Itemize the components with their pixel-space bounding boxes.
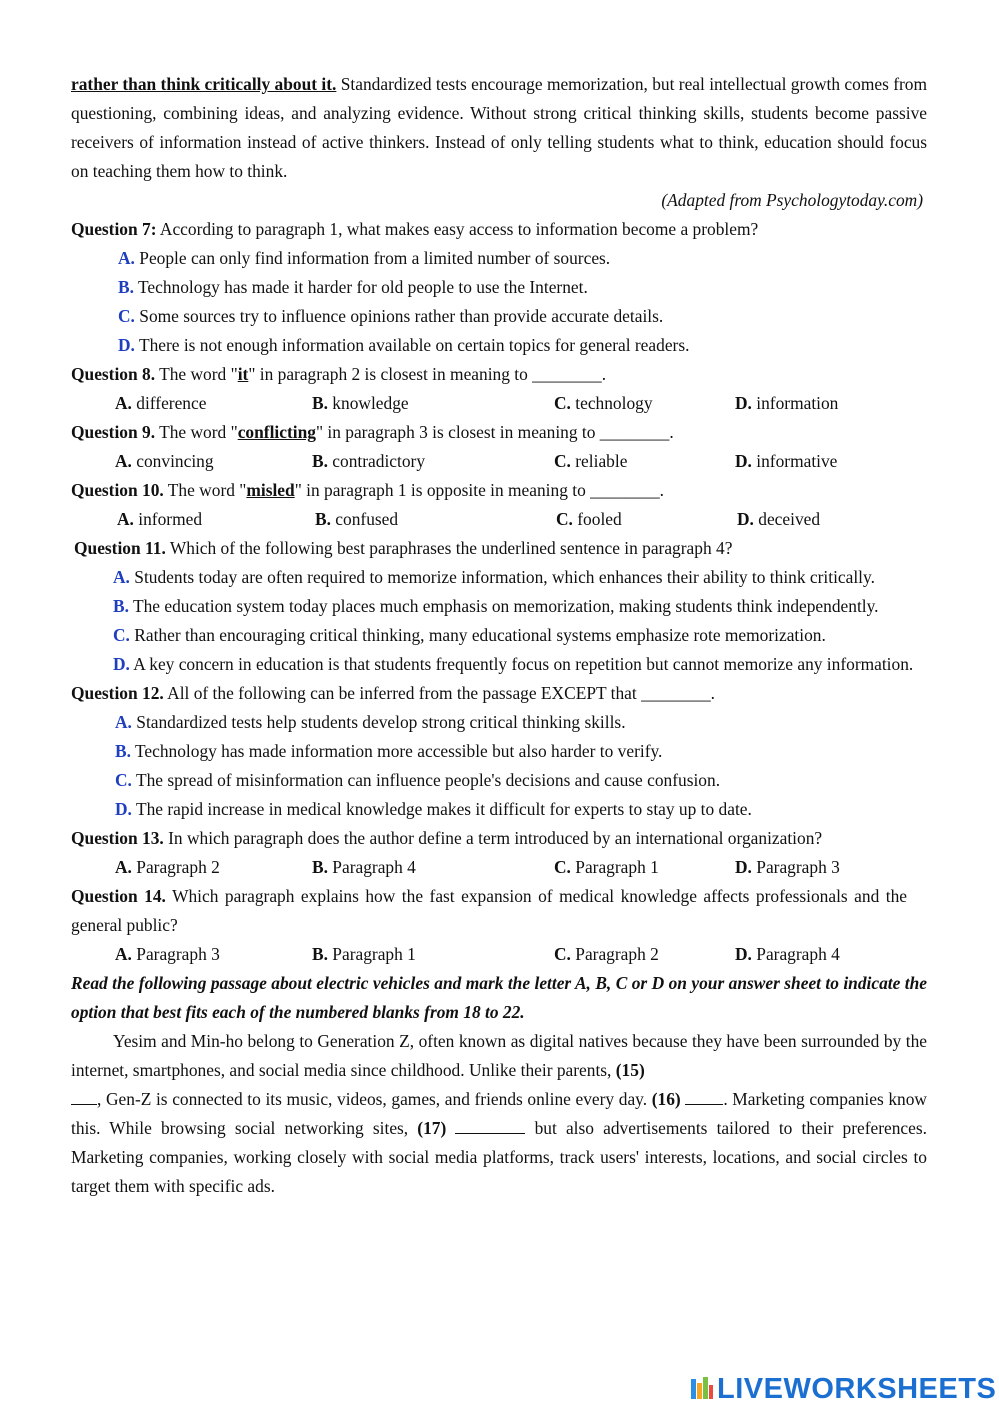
underlined-sentence: rather than think critically about it.	[71, 74, 337, 94]
q11-option-a[interactable]: A. Students today are often required to memorize information, which enhances their ability to think critically.	[113, 567, 875, 587]
q11-option-c[interactable]: C. Rather than encouraging critical thinking, many educational systems emphasize rote memorization.	[113, 625, 826, 645]
q10-option-b[interactable]: B. confused	[315, 509, 399, 529]
q14-option-c[interactable]: C. Paragraph 2	[554, 944, 659, 964]
question-label: Question 7:	[71, 219, 157, 239]
q14-option-a[interactable]: A. Paragraph 3	[115, 944, 220, 964]
q10-option-d[interactable]: D. deceived	[737, 509, 821, 529]
worksheet-page	[71, 70, 927, 1201]
liveworksheets-logo-text: LIVEWORKSHEETS	[717, 1372, 997, 1405]
question-9: Question 9. The word "conflicting" in paragraph 3 is closest in meaning to ________.	[71, 422, 674, 442]
q10-option-a[interactable]: A. informed	[117, 509, 203, 529]
question-text: According to paragraph 1, what makes easy access to information become a problem?	[156, 219, 759, 239]
q14-option-b[interactable]: B. Paragraph 1	[312, 944, 416, 964]
q9-option-a[interactable]: A. convincing	[115, 451, 214, 471]
q12-option-d[interactable]: D. The rapid increase in medical knowledge makes it difficult for experts to stay up to date.	[115, 799, 752, 819]
question-13: Question 13. In which paragraph does the author define a term introduced by an international organization?	[71, 828, 823, 848]
q7-option-c[interactable]: C. Some sources try to influence opinions rather than provide accurate details.	[118, 306, 664, 326]
question-12: Question 12. All of the following can be inferred from the passage EXCEPT that ________.	[71, 683, 715, 703]
q11-option-d[interactable]: D. A key concern in education is that students frequently focus on repetition but cannot memorize any information.	[113, 654, 914, 674]
highlighted-word: misled	[246, 480, 295, 500]
highlighted-word: it	[237, 364, 249, 384]
q13-options	[71, 853, 927, 882]
section-instruction: Read the following passage about electric vehicles and mark the letter A, B, C or D on your answer sheet to indicate the option that best fits each of the numbered blanks from 18 to 22.	[71, 973, 927, 1022]
question-10: Question 10. The word "misled" in paragraph 1 is opposite in meaning to ________.	[71, 480, 665, 500]
question-7	[71, 215, 927, 244]
blank-17[interactable]	[455, 1133, 525, 1134]
q8-options	[71, 389, 927, 418]
q8-option-b[interactable]: B. knowledge	[312, 393, 409, 413]
q9-options	[71, 447, 927, 476]
blank-15-number: (15)	[615, 1060, 645, 1080]
blank-17-number: (17)	[417, 1118, 447, 1138]
blank-16-number: (16)	[651, 1089, 681, 1109]
passage-2: Yesim and Min-ho belong to Generation Z, often known as digital natives because they have been surrounded by the internet, smartphones, and social media since childhood. Unlike their parents, (15) , Gen-Z is connected to its music, videos, games, and friends online every day. (16) . Marketing companies know this. While browsing social networking sites, (17) but also advertisements tailored to their preferences. Marketing companies, working closely with social media platforms, track users' interests, locations, and social circles to target them with specific ads.	[71, 1031, 927, 1196]
q9-option-c[interactable]: C. reliable	[554, 451, 628, 471]
q8-option-d[interactable]: D. information	[735, 393, 839, 413]
q12-option-b[interactable]: B. Technology has made information more accessible but also harder to verify.	[115, 741, 663, 761]
passage-ending-text: Standardized tests encourage memorization, but real intellectual growth comes from questioning, combining ideas, and analyzing evidence. Without strong critical thinking skills, students become passive receivers of information instead of active thinkers. Instead of only telling students what to think, education should focus on teaching them how to think.	[71, 74, 928, 181]
highlighted-word: conflicting	[237, 422, 316, 442]
q13-option-a[interactable]: A. Paragraph 2	[115, 857, 220, 877]
q14-option-d[interactable]: D. Paragraph 4	[735, 944, 840, 964]
q7-option-b[interactable]: B. Technology has made it harder for old people to use the Internet.	[118, 277, 588, 297]
q11-option-b[interactable]: B. The education system today places much emphasis on memorization, making students think independently.	[113, 596, 879, 616]
q12-option-a[interactable]: A. Standardized tests help students develop strong critical thinking skills.	[115, 712, 626, 732]
blank-15[interactable]	[71, 1104, 97, 1105]
passage-ending	[71, 70, 927, 186]
q10-options	[71, 505, 927, 534]
blank-16[interactable]	[685, 1104, 723, 1105]
liveworksheets-logo-icon	[690, 1375, 714, 1403]
q12-option-c[interactable]: C. The spread of misinformation can influence people's decisions and cause confusion.	[115, 770, 721, 790]
q10-option-c[interactable]: C. fooled	[556, 509, 622, 529]
q9-option-d[interactable]: D. informative	[735, 451, 838, 471]
q8-option-a[interactable]: A. difference	[115, 393, 207, 413]
q13-option-d[interactable]: D. Paragraph 3	[735, 857, 840, 877]
liveworksheets-logo[interactable]	[690, 1371, 996, 1407]
q7-option-a[interactable]: A. People can only find information from a limited number of sources.	[118, 248, 611, 268]
q9-option-b[interactable]: B. contradictory	[312, 451, 426, 471]
q7-option-d[interactable]: D. There is not enough information available on certain topics for general readers.	[118, 335, 690, 355]
question-11: Question 11. Which of the following best paraphrases the underlined sentence in paragraph 4?	[74, 538, 733, 558]
question-14: Question 14. Which paragraph explains how the fast expansion of medical knowledge affects professionals and the general public?	[71, 886, 907, 935]
source-citation: (Adapted from Psychologytoday.com)	[661, 190, 923, 210]
q14-options	[71, 940, 927, 969]
q13-option-b[interactable]: B. Paragraph 4	[312, 857, 416, 877]
q8-option-c[interactable]: C. technology	[554, 393, 653, 413]
q13-option-c[interactable]: C. Paragraph 1	[554, 857, 659, 877]
question-8: Question 8. The word "it" in paragraph 2 is closest in meaning to ________.	[71, 364, 607, 384]
